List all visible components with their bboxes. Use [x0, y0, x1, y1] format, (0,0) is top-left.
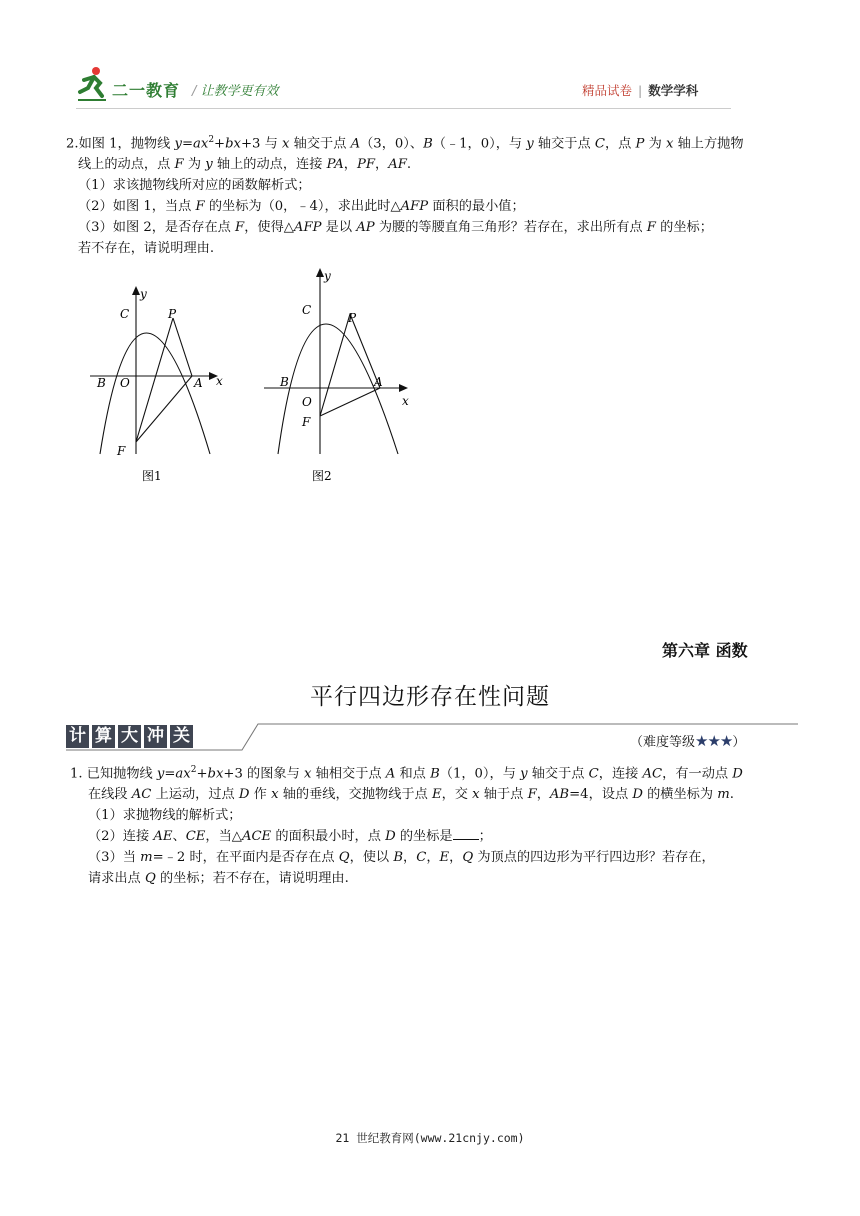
- fig2-x-arrow-icon: [399, 384, 408, 392]
- problem-2-q3: （3）如图 2，是否存在点 F，使得△AFP 是以 AP 为腰的等腰直角三角形？若存在，求出所有点 F 的坐标；: [78, 220, 713, 236]
- fig1-segment-pf: [136, 318, 173, 442]
- footer: 21 世纪教育网(www.21cnjy.com): [335, 1131, 525, 1145]
- fig2-caption: 图2: [312, 469, 332, 483]
- fig2-label-c: C: [302, 303, 312, 317]
- problem-2-q2: （2）如图 1，当点 F 的坐标为（0，﹣4），求出此时△AFP 面积的最小值；: [78, 199, 525, 215]
- figure-2: [262, 264, 422, 492]
- header: [60, 66, 800, 106]
- fig2-label-a: A: [374, 375, 383, 389]
- header-right-a: 精品试卷: [582, 83, 633, 98]
- fig1-y-arrow-icon: [132, 286, 140, 295]
- figure-1: [88, 282, 238, 492]
- header-right-sep: |: [638, 83, 643, 98]
- fig1-label-c: C: [120, 307, 130, 321]
- problem-1-q2: （2）连接 AE、CE，当△ACE 的面积最小时，点 D 的坐标是 ；: [88, 829, 492, 845]
- banner-char-1: 计: [66, 725, 89, 748]
- chapter-title: 第六章 函数: [662, 641, 748, 660]
- fig1-parabola: [100, 333, 210, 454]
- fig2-label-b: B: [280, 375, 289, 389]
- fig1-segment-af: [136, 376, 192, 442]
- problem-1: [70, 760, 806, 889]
- fig2-label-y: y: [324, 269, 331, 283]
- problem-1-line-1: 1. 已知抛物线 $y=ax^2+bx+3$ 的图象与 x 轴相交于点 A 和点 B（1，0），与 y 轴交于点 C，连接 AC，有一动点 D: [70, 765, 743, 782]
- header-right: [582, 81, 698, 99]
- fig2-label-p: P: [348, 311, 357, 325]
- fig1-label-a: A: [194, 376, 203, 390]
- banner-char-2: 算: [92, 725, 115, 748]
- problem-2-q1: （1）求该抛物线所对应的函数解析式；: [78, 178, 311, 194]
- banner: [64, 723, 800, 753]
- fig1-label-b: B: [97, 376, 106, 390]
- fig2-parabola: [278, 324, 398, 454]
- problem-1-q1: （1）求抛物线的解析式；: [88, 808, 242, 824]
- banner-char-5: 关: [170, 725, 193, 748]
- problem-2-line-1: 2.如图 1，抛物线 $y=ax^2+bx+3$ 与 x 轴交于点 A（3，0）、B（﹣1，0），与 y 轴交于点 C，点 P 为 x 轴上方抛物: [66, 135, 744, 152]
- difficulty: （难度等级★★★）: [630, 732, 746, 750]
- fig2-label-x: x: [402, 394, 409, 408]
- fig1-label-p: P: [168, 307, 177, 321]
- fig2-segment-af: [320, 388, 380, 416]
- logo-text: 二一教育: [112, 81, 181, 100]
- banner-char-4: 冲: [144, 725, 167, 748]
- fig1-segment-pa: [173, 318, 192, 376]
- fig1-label-f: F: [117, 444, 126, 458]
- problem-2: [66, 130, 806, 259]
- problem-1-line-2: 在线段 AC 上运动，过点 D 作 x 轴的垂线，交抛物线于点 E，交 x 轴于点 F，AB=4，设点 D 的横坐标为 m.: [88, 787, 734, 803]
- slogan: / 让教学更有效: [192, 84, 279, 99]
- fig1-label-o: O: [120, 376, 130, 390]
- fig1-label-y: y: [140, 287, 147, 301]
- fig2-segment-pf: [320, 314, 350, 416]
- problem-1-q3-cont: 请求出点 Q 的坐标；若不存在，请说明理由.: [88, 871, 349, 887]
- problem-2-line-2: 线上的动点，点 F 为 y 轴上的动点，连接 PA，PF，AF.: [78, 157, 412, 173]
- fig1-caption: 图1: [142, 469, 162, 483]
- problem-1-q3: （3）当 m=﹣2 时，在平面内是否存在点 Q，使以 B，C，E，Q 为顶点的四边形为平行四边形？若存在，: [88, 850, 715, 866]
- problem-2-q3-cont: 若不存在，请说明理由.: [78, 241, 215, 257]
- fig2-label-o: O: [302, 395, 312, 409]
- header-right-b: 数学学科: [648, 83, 699, 98]
- banner-char-3: 大: [118, 725, 141, 748]
- runner-logo-icon: [76, 66, 108, 102]
- fig2-label-f: F: [302, 415, 311, 429]
- answer-blank[interactable]: [453, 827, 479, 840]
- fig1-label-x: x: [216, 374, 223, 388]
- section-title: 平行四边形存在性问题: [310, 684, 550, 710]
- difficulty-stars-icon: ★★★: [695, 732, 733, 750]
- header-divider: [76, 108, 731, 109]
- fig2-y-arrow-icon: [316, 268, 324, 277]
